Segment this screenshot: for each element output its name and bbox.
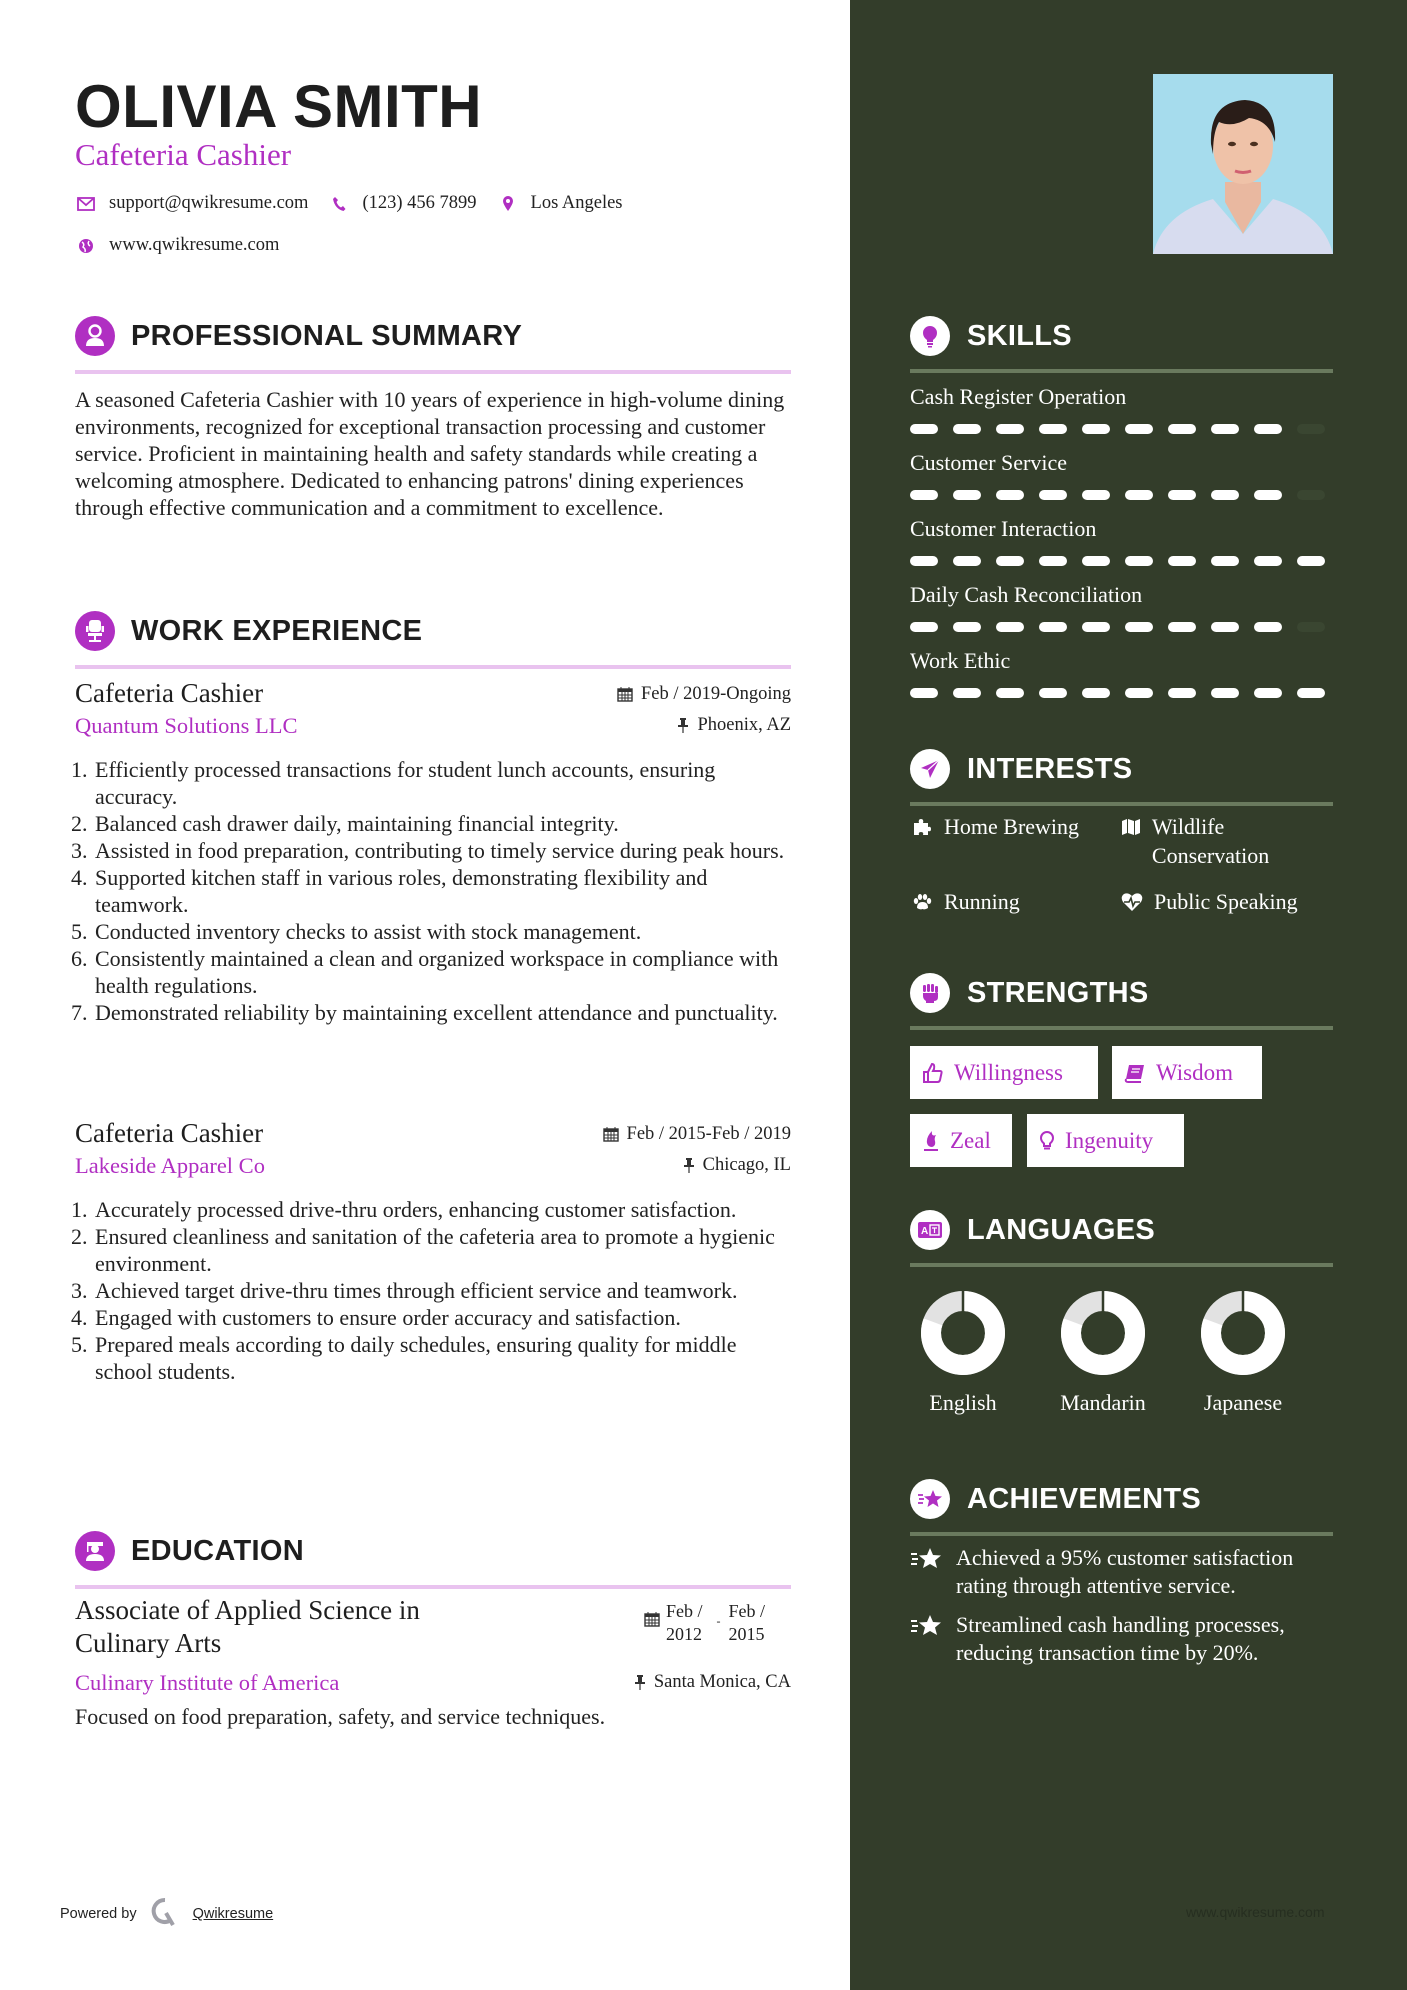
end-month: Feb / [728, 1601, 765, 1621]
rating-dash [910, 622, 938, 632]
education-entry [75, 1594, 791, 1730]
language-name: English [929, 1390, 997, 1415]
strengths-section-header [910, 972, 1333, 1030]
shooting-star-icon [910, 1479, 950, 1519]
interest-label: Running [944, 889, 1020, 914]
section-divider [75, 1585, 791, 1589]
interest-item [1120, 887, 1298, 916]
rating-dash [953, 688, 981, 698]
rating-dash [1297, 424, 1325, 434]
interest-item [1120, 812, 1330, 870]
rating-dash [1039, 622, 1067, 632]
rating-dash [1211, 688, 1239, 698]
rating-dash [953, 622, 981, 632]
section-divider [75, 665, 791, 669]
contact-email[interactable] [75, 193, 308, 214]
section-divider [75, 370, 791, 374]
rating-dash [910, 490, 938, 500]
fist-icon [910, 973, 950, 1013]
skill-label: Customer Interaction [910, 516, 1097, 541]
skill-item [910, 580, 1335, 646]
achievement-text: Achieved a 95% customer satisfaction rating through attentive service. [956, 1545, 1294, 1598]
job-dates: Feb / 2015-Feb / 2019 [626, 1123, 791, 1144]
start-year: 2012 [665, 1624, 702, 1644]
heartbeat-icon [1120, 887, 1144, 916]
svg-text:A: A [921, 1226, 929, 1237]
strengths-heading: STRENGTHS [967, 976, 1149, 1009]
paper-plane-icon [910, 749, 950, 789]
qwikresume-logo-icon [151, 1897, 179, 1931]
job-company: Quantum Solutions LLC [75, 713, 298, 738]
skill-rating-bar [910, 688, 1335, 698]
summary-heading: PROFESSIONAL SUMMARY [131, 319, 523, 352]
puzzle-icon [910, 812, 934, 841]
rating-dash [1297, 490, 1325, 500]
section-divider [910, 1026, 1333, 1030]
rating-dash [953, 424, 981, 434]
rating-dash [1039, 556, 1067, 566]
rating-dash [1254, 490, 1282, 500]
achievements-list [910, 1544, 1340, 1678]
job-bullets [75, 756, 791, 1026]
summary-section-header [75, 314, 791, 374]
bullet: 4. Supported kitchen staff in various roles, demonstrating flexibility and teamwork. [93, 864, 791, 918]
language-proficiency-donut [1200, 1290, 1286, 1376]
interest-item [910, 887, 1020, 916]
office-chair-icon [75, 611, 115, 651]
website-text: www.qwikresume.com [109, 235, 280, 255]
rating-dash [1211, 424, 1239, 434]
skill-label: Work Ethic [910, 648, 1011, 673]
rating-dash [1168, 424, 1196, 434]
rating-dash [1168, 622, 1196, 632]
powered-by-label: Powered by [60, 1906, 137, 1922]
rating-dash [910, 424, 938, 434]
rating-dash [1254, 688, 1282, 698]
powered-by-footer [60, 1897, 273, 1931]
interest-label: Home Brewing [944, 814, 1080, 839]
book-icon [1124, 1063, 1146, 1083]
rating-dash [953, 556, 981, 566]
profile-photo [1153, 74, 1333, 254]
rating-dash [1082, 424, 1110, 434]
strength-chip [910, 1046, 1098, 1099]
rating-dash [1211, 622, 1239, 632]
graduate-icon [75, 1531, 115, 1571]
user-icon [75, 316, 115, 356]
footer-website: www.qwikresume.com [1186, 1904, 1325, 1920]
bullet: 5. Prepared meals according to daily schedules, ensuring quality for middle school students. [93, 1331, 791, 1385]
strength-label: Zeal [950, 1127, 991, 1153]
rating-dash [1125, 688, 1153, 698]
phone-icon [328, 195, 350, 213]
rating-dash [996, 688, 1024, 698]
language-proficiency-donut [1060, 1290, 1146, 1376]
rating-dash [1082, 622, 1110, 632]
skill-label: Cash Register Operation [910, 384, 1127, 409]
rating-dash [1125, 556, 1153, 566]
lightbulb-outline-icon [1039, 1130, 1055, 1152]
skills-list [910, 382, 1335, 712]
language-item [1173, 1290, 1313, 1416]
map-icon [1120, 812, 1142, 841]
skills-heading: SKILLS [967, 319, 1072, 352]
achievements-heading: ACHIEVEMENTS [967, 1482, 1202, 1515]
rating-dash [996, 556, 1024, 566]
rating-dash [1211, 490, 1239, 500]
pushpin-icon [683, 1157, 695, 1173]
section-divider [910, 369, 1333, 373]
strength-label: Wisdom [1156, 1059, 1234, 1085]
skill-item [910, 382, 1335, 448]
strength-label: Willingness [954, 1059, 1063, 1085]
contact-website[interactable] [75, 235, 279, 256]
strength-label: Ingenuity [1065, 1127, 1154, 1153]
email-text: support@qwikresume.com [109, 193, 309, 213]
end-year: 2015 [728, 1624, 765, 1644]
achievement-text: Streamlined cash handling processes, reducing transaction time by 20%. [956, 1612, 1285, 1665]
rating-dash [1297, 622, 1325, 632]
pushpin-icon [677, 717, 689, 733]
rating-dash [1254, 556, 1282, 566]
calendar-icon [603, 1126, 619, 1142]
section-divider [910, 802, 1333, 806]
strength-chip [1027, 1114, 1184, 1167]
rating-dash [1168, 688, 1196, 698]
strength-chip [910, 1114, 1012, 1167]
contact-row-2 [75, 235, 299, 256]
experience-section-header [75, 609, 791, 669]
education-location: Santa Monica, CA [653, 1671, 791, 1692]
rating-dash [910, 556, 938, 566]
job-bullets [75, 1196, 791, 1385]
rating-dash [996, 622, 1024, 632]
experience-heading: WORK EXPERIENCE [131, 614, 423, 647]
calendar-icon [644, 1610, 660, 1646]
school-name: Culinary Institute of America [75, 1670, 340, 1695]
interest-item [910, 812, 1079, 841]
education-dates [644, 1600, 765, 1646]
strength-chip [1112, 1046, 1262, 1099]
education-heading: EDUCATION [131, 1534, 304, 1567]
interest-label: Wildlife Conservation [1151, 814, 1270, 868]
shooting-star-icon [910, 1544, 944, 1572]
bullet: 2. Balanced cash drawer daily, maintaining financial integrity. [93, 810, 791, 837]
rating-dash [1297, 688, 1325, 698]
rating-dash [910, 688, 938, 698]
bullet: 7. Demonstrated reliability by maintaining excellent attendance and punctuality. [93, 999, 791, 1026]
bullet: 6. Consistently maintained a clean and organized workspace in compliance with health regulations. [93, 945, 791, 999]
interests-section-header [910, 748, 1333, 806]
section-divider [910, 1532, 1333, 1536]
contact-location [497, 193, 623, 214]
achievement-item [910, 1611, 1340, 1667]
rating-dash [1168, 556, 1196, 566]
thumbs-up-icon [922, 1062, 944, 1084]
start-month: Feb / [665, 1601, 703, 1621]
skill-rating-bar [910, 556, 1335, 566]
language-name: Mandarin [1060, 1390, 1146, 1415]
rating-dash [1039, 688, 1067, 698]
rating-dash [1125, 622, 1153, 632]
globe-icon [75, 237, 97, 255]
rating-dash [1168, 490, 1196, 500]
bullet: 5. Conducted inventory checks to assist with stock management. [93, 918, 791, 945]
bullet: 1. Accurately processed drive-thru orders, enhancing customer satisfaction. [93, 1196, 791, 1223]
contact-phone[interactable] [328, 193, 476, 214]
skill-item [910, 514, 1335, 580]
language-proficiency-donut [920, 1290, 1006, 1376]
languages-section-header [910, 1209, 1333, 1267]
lightbulb-icon [910, 316, 950, 356]
calendar-icon [617, 686, 633, 702]
rating-dash [1039, 424, 1067, 434]
map-pin-icon [497, 195, 519, 213]
rating-dash [1082, 556, 1110, 566]
job-company: Lakeside Apparel Co [75, 1153, 265, 1178]
skill-label: Customer Service [910, 450, 1068, 475]
skill-label: Daily Cash Reconciliation [910, 582, 1143, 607]
skill-item [910, 646, 1335, 712]
job-location: Chicago, IL [702, 1154, 791, 1175]
rating-dash [996, 424, 1024, 434]
candidate-title: Cafeteria Cashier [75, 137, 292, 172]
paw-icon [910, 887, 934, 916]
contact-row-1 [75, 193, 643, 214]
education-section-header [75, 1529, 791, 1589]
education-description: Focused on food preparation, safety, and service techniques. [75, 1704, 606, 1729]
rating-dash [1082, 688, 1110, 698]
phone-text: (123) 456 7899 [362, 193, 477, 213]
languages-heading: LANGUAGES [967, 1213, 1155, 1246]
skills-section-header [910, 315, 1333, 373]
interest-label: Public Speaking [1154, 889, 1298, 914]
job-entry [75, 676, 791, 1026]
job-entry [75, 1116, 791, 1385]
date-separator: - [716, 1614, 721, 1628]
bullet: 4. Engaged with customers to ensure order accuracy and satisfaction. [93, 1304, 791, 1331]
interests-heading: INTERESTS [967, 752, 1133, 785]
rating-dash [1211, 556, 1239, 566]
qwikresume-link[interactable]: Qwikresume [192, 1906, 274, 1922]
skill-rating-bar [910, 490, 1335, 500]
location-text: Los Angeles [530, 193, 623, 213]
envelope-icon [75, 195, 97, 213]
summary-text: A seasoned Cafeteria Cashier with 10 years of experience in high-volume dining environments, recognized for exceptional transaction processing and customer service. Proficient in maintaining health and safety standards while creating a welcoming atmosphere. Dedicated to enhancing patrons' dining experiences through effective communication and a commitment to excellence. [75, 387, 785, 520]
rating-dash [1125, 424, 1153, 434]
candidate-name: OLIVIA SMITH [75, 73, 483, 140]
rating-dash [1297, 556, 1325, 566]
rating-dash [1254, 424, 1282, 434]
rating-dash [1254, 622, 1282, 632]
achievements-section-header [910, 1478, 1333, 1536]
skill-item [910, 448, 1335, 514]
bullet: 3. Achieved target drive-thru times through efficient service and teamwork. [93, 1277, 791, 1304]
rating-dash [1082, 490, 1110, 500]
language-item [1033, 1290, 1173, 1416]
language-icon [910, 1210, 950, 1250]
rating-dash [953, 490, 981, 500]
fire-icon [922, 1130, 940, 1152]
bullet: 2. Ensured cleanliness and sanitation of the cafeteria area to promote a hygienic environment. [93, 1223, 791, 1277]
skill-rating-bar [910, 622, 1335, 632]
rating-dash [1039, 490, 1067, 500]
language-item [893, 1290, 1033, 1416]
job-location: Phoenix, AZ [697, 714, 791, 735]
pushpin-icon [634, 1674, 646, 1690]
shooting-star-icon [910, 1611, 944, 1639]
bullet: 3. Assisted in food preparation, contributing to timely service during peak hours. [93, 837, 791, 864]
job-role: Cafeteria Cashier [75, 1118, 264, 1148]
achievement-item [910, 1544, 1340, 1600]
rating-dash [1125, 490, 1153, 500]
language-name: Japanese [1203, 1390, 1283, 1415]
degree: Associate of Applied Science in Culinary Arts [75, 1595, 420, 1658]
bullet: 1. Efficiently processed transactions for student lunch accounts, ensuring accuracy. [93, 756, 791, 810]
job-dates: Feb / 2019-Ongoing [640, 683, 791, 704]
job-role: Cafeteria Cashier [75, 678, 264, 708]
rating-dash [996, 490, 1024, 500]
section-divider [910, 1263, 1333, 1267]
skill-rating-bar [910, 424, 1335, 434]
